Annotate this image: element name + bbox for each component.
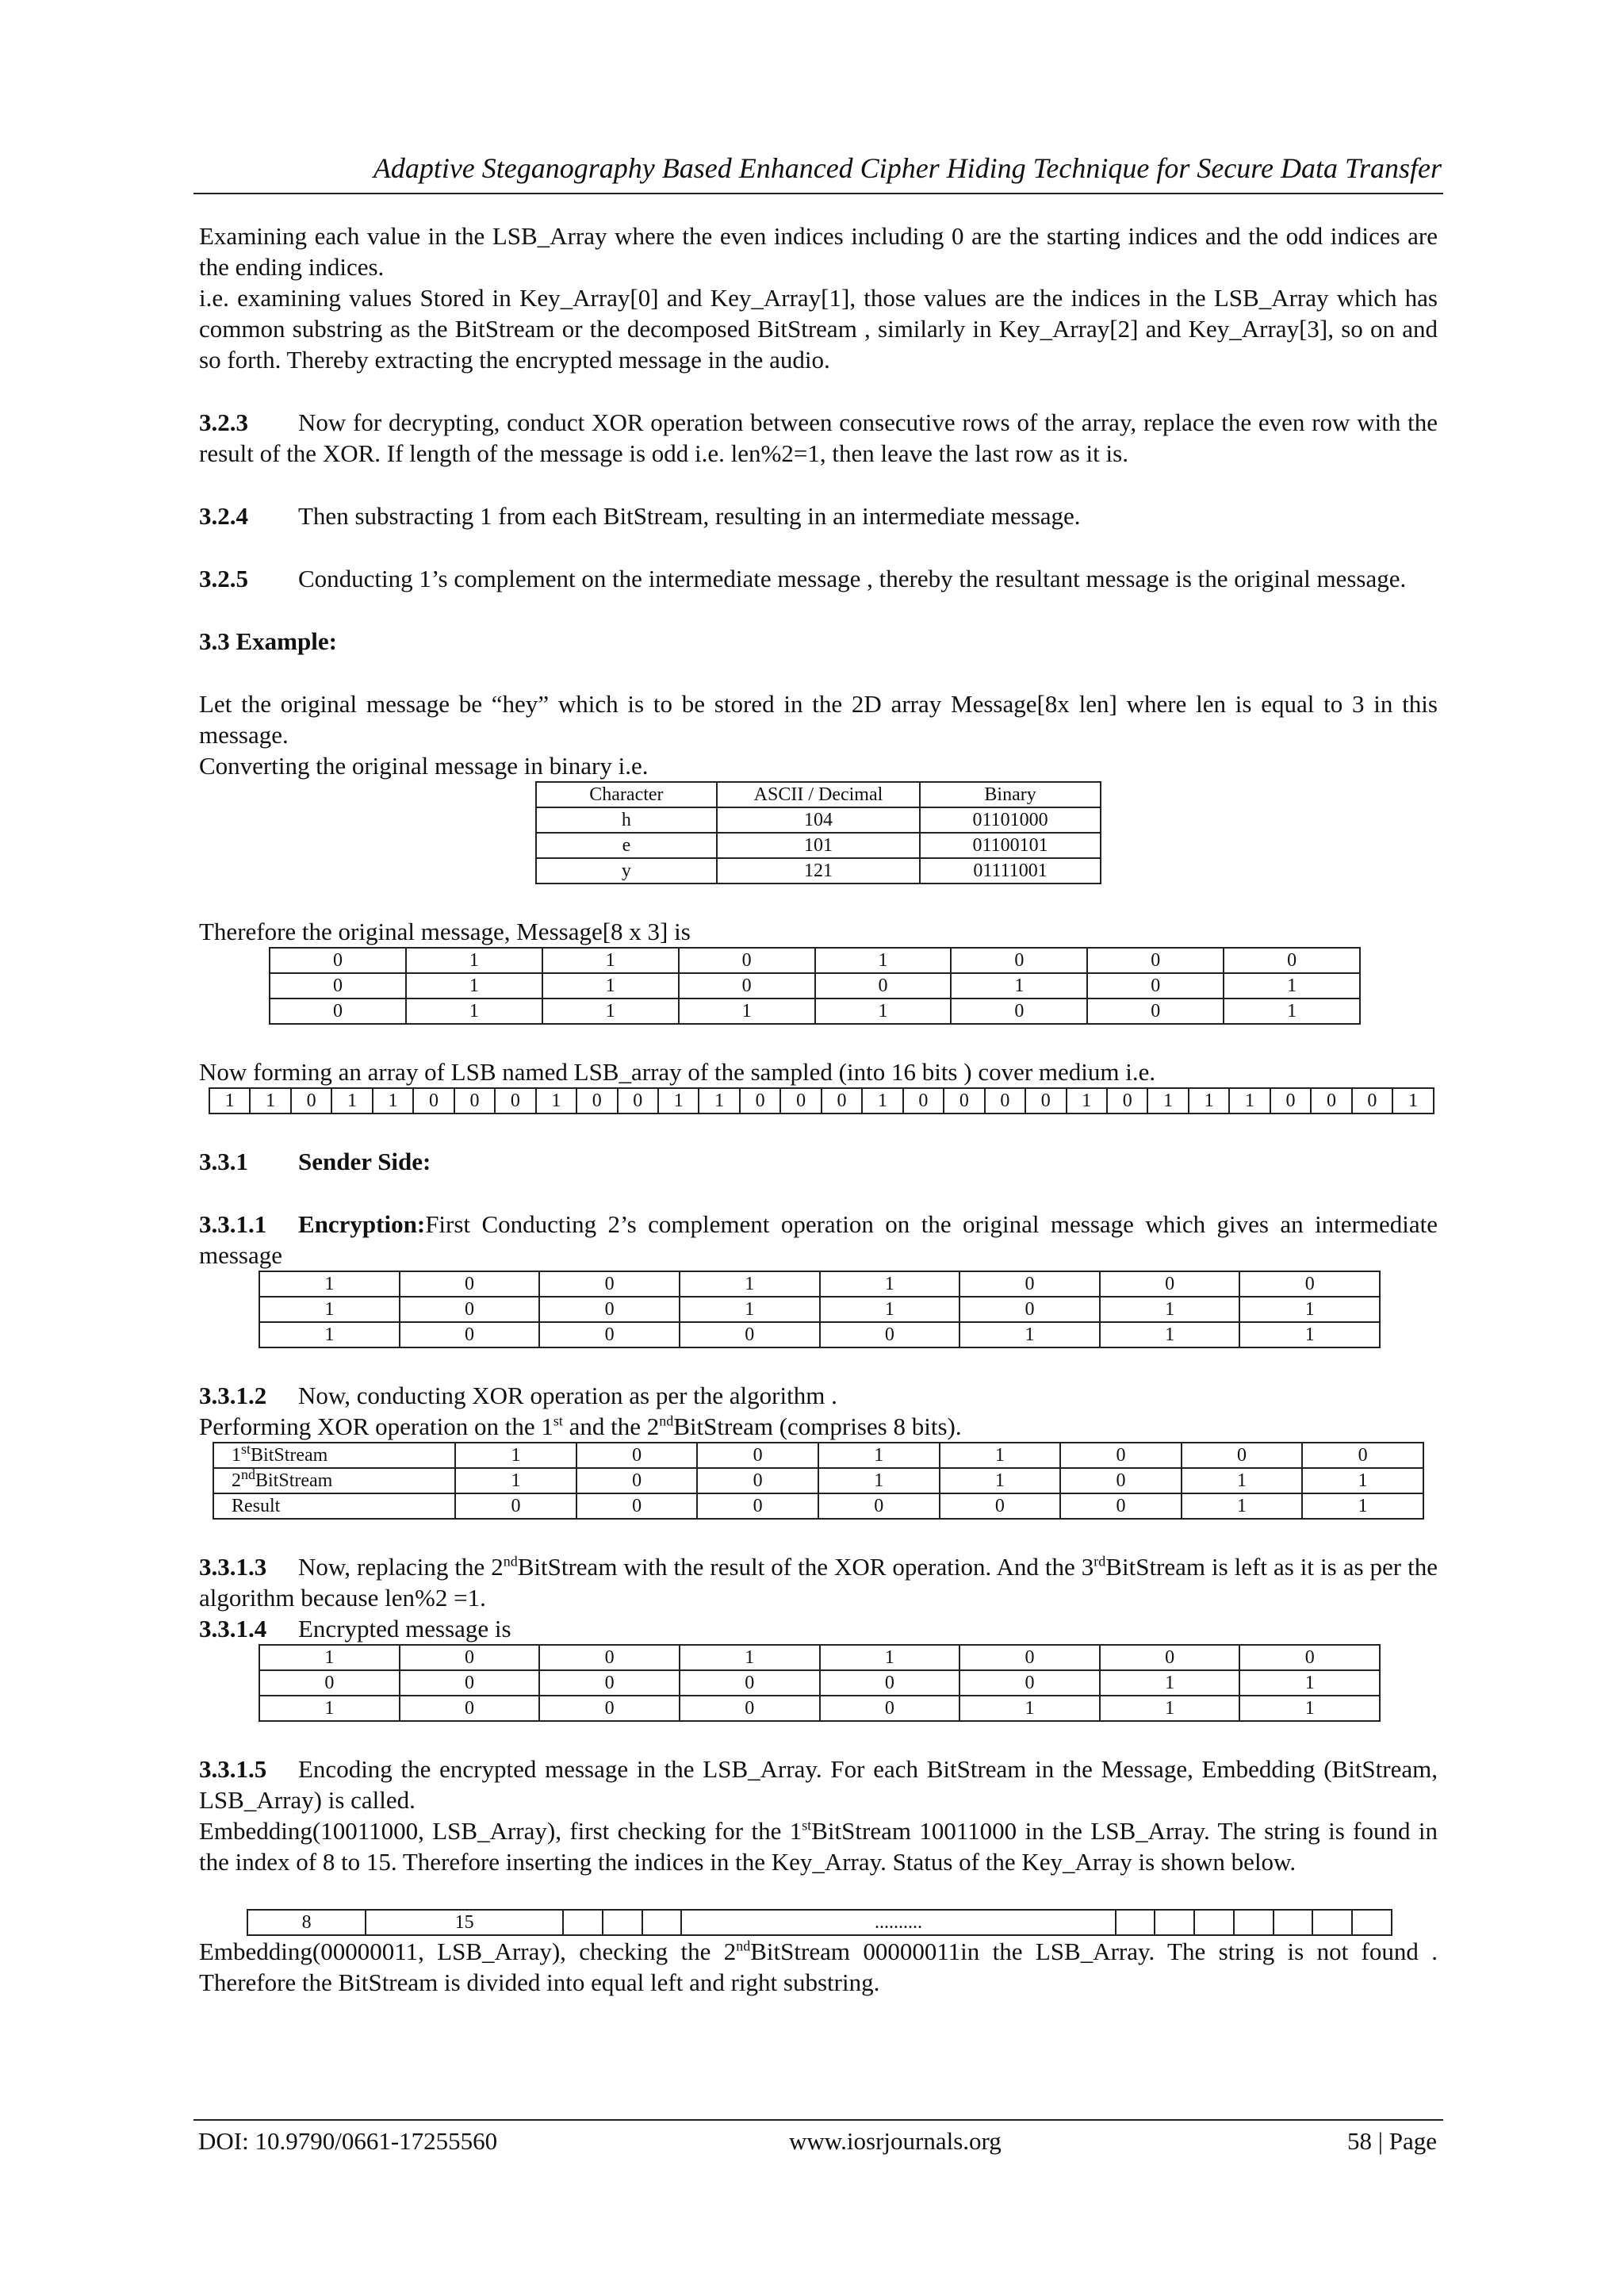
table-row bbox=[270, 999, 1360, 1024]
bit-cell: 0 bbox=[697, 1493, 818, 1519]
bit-cell: 0 bbox=[1224, 948, 1360, 973]
bit-cell: 0 bbox=[259, 1670, 400, 1696]
step-text: Then substracting 1 from each BitStream, resulting in an intermediate message. bbox=[298, 502, 1081, 530]
bit-cell: 1 bbox=[820, 1271, 960, 1297]
table-row bbox=[209, 1088, 1434, 1114]
row-label bbox=[213, 1493, 455, 1519]
row-label bbox=[213, 1468, 455, 1493]
encryption-title: Encryption: bbox=[298, 1210, 426, 1238]
bit-cell: 1 bbox=[1100, 1696, 1240, 1721]
bit-cell: 0 bbox=[680, 1322, 820, 1347]
key-array-cell bbox=[563, 1910, 603, 1935]
embedding-2-text: BitStream 00000011in the LSB_Array. The string is not found . Therefore the BitStream is divided into equal left and right substring. bbox=[199, 1938, 1438, 1996]
lsb-bit-cell: 0 bbox=[944, 1088, 984, 1114]
bit-cell: 1 bbox=[455, 1443, 576, 1468]
bit-cell: 0 bbox=[455, 1493, 576, 1519]
key-array-cell: .......... bbox=[681, 1910, 1115, 1935]
bit-cell: 0 bbox=[818, 1493, 940, 1519]
bit-cell: 1 bbox=[1302, 1468, 1423, 1493]
bit-cell: 0 bbox=[680, 1696, 820, 1721]
example-heading-text: 3.3 Example: bbox=[199, 627, 337, 655]
bit-cell: 0 bbox=[959, 1297, 1100, 1322]
ascii-cell: 121 bbox=[717, 858, 920, 884]
bit-cell: 0 bbox=[820, 1670, 960, 1696]
bit-cell: 0 bbox=[680, 1670, 820, 1696]
bit-cell: 1 bbox=[680, 1645, 820, 1670]
bit-cell: 1 bbox=[1224, 999, 1360, 1024]
ascii-cell: y bbox=[536, 858, 717, 884]
bit-cell: 1 bbox=[406, 973, 542, 999]
table-row bbox=[247, 1910, 1392, 1935]
bit-cell: 1 bbox=[679, 999, 815, 1024]
bit-cell: 0 bbox=[697, 1443, 818, 1468]
bit-cell: 0 bbox=[1060, 1493, 1182, 1519]
ordinal-suffix: nd bbox=[241, 1466, 255, 1482]
embedding-2-text: Embedding(00000011, LSB_Array), checking the 2 bbox=[199, 1938, 737, 1965]
table-row bbox=[536, 807, 1101, 833]
footer-website: www.iosrjournals.org bbox=[789, 2127, 1002, 2155]
encoding-paragraph-2 bbox=[199, 1815, 1438, 1877]
bit-cell: 0 bbox=[815, 973, 952, 999]
lsb-bit-cell: 1 bbox=[536, 1088, 576, 1114]
lsb-bit-cell: 0 bbox=[1352, 1088, 1392, 1114]
encrypted-text: Encrypted message is bbox=[298, 1615, 511, 1642]
footer-doi: DOI: 10.9790/0661-17255560 bbox=[198, 2127, 498, 2155]
key-array-cell bbox=[642, 1910, 682, 1935]
table-row bbox=[213, 1443, 1423, 1468]
xor-table bbox=[213, 1442, 1424, 1520]
encoding-text: Embedding(10011000, LSB_Array), first checking for the 1 bbox=[199, 1817, 802, 1845]
ascii-cell: h bbox=[536, 807, 717, 833]
bit-cell: 0 bbox=[400, 1670, 540, 1696]
encryption-text: First Conducting 2’s complement operation on the original message which gives an intermediate message bbox=[199, 1210, 1438, 1269]
bit-cell: 0 bbox=[270, 948, 406, 973]
bit-cell: 1 bbox=[1239, 1322, 1380, 1347]
bit-cell: 0 bbox=[1100, 1645, 1240, 1670]
sender-side-heading bbox=[199, 1146, 1438, 1177]
ascii-table bbox=[535, 781, 1101, 884]
bit-cell: 0 bbox=[951, 948, 1087, 973]
ordinal-suffix: st bbox=[553, 1412, 563, 1429]
table-row bbox=[259, 1696, 1380, 1721]
lsb-bit-cell: 1 bbox=[209, 1088, 250, 1114]
bit-cell: 0 bbox=[959, 1670, 1100, 1696]
bit-cell: 1 bbox=[406, 999, 542, 1024]
xor-line-1: Now, conducting XOR operation as per the algorithm . bbox=[298, 1382, 837, 1409]
table-row bbox=[213, 1493, 1423, 1519]
bit-cell: 0 bbox=[1060, 1443, 1182, 1468]
step-number: 3.2.4 bbox=[199, 502, 248, 530]
bit-cell: 1 bbox=[1182, 1493, 1303, 1519]
lsb-bit-cell: 0 bbox=[1107, 1088, 1147, 1114]
xor-paragraph-2 bbox=[199, 1411, 1438, 1442]
encryption-paragraph bbox=[199, 1209, 1438, 1271]
bit-cell: 1 bbox=[1239, 1297, 1380, 1322]
lsb-bit-cell: 0 bbox=[985, 1088, 1025, 1114]
table-row bbox=[259, 1297, 1380, 1322]
lsb-bit-cell: 1 bbox=[1147, 1088, 1188, 1114]
ascii-header-cell: Character bbox=[536, 782, 717, 807]
bit-cell: 0 bbox=[400, 1322, 540, 1347]
table-row bbox=[270, 948, 1360, 973]
ascii-cell: 01100101 bbox=[920, 833, 1101, 858]
lsb-array-table bbox=[209, 1087, 1434, 1114]
bit-cell: 1 bbox=[1100, 1670, 1240, 1696]
bit-cell: 0 bbox=[1239, 1271, 1380, 1297]
lsb-bit-cell: 0 bbox=[740, 1088, 780, 1114]
bit-cell: 1 bbox=[455, 1468, 576, 1493]
replace-paragraph bbox=[199, 1551, 1438, 1613]
lsb-bit-cell: 1 bbox=[331, 1088, 372, 1114]
bit-cell: 1 bbox=[680, 1297, 820, 1322]
bit-cell: 1 bbox=[1239, 1696, 1380, 1721]
bit-cell: 0 bbox=[679, 973, 815, 999]
lsb-bit-cell: 0 bbox=[618, 1088, 658, 1114]
bit-cell: 1 bbox=[680, 1271, 820, 1297]
ascii-cell: 101 bbox=[717, 833, 920, 858]
key-array-table bbox=[247, 1909, 1392, 1936]
section-number: 3.3.1.4 bbox=[199, 1615, 267, 1642]
lsb-bit-cell: 0 bbox=[495, 1088, 535, 1114]
lsb-bit-cell: 0 bbox=[1025, 1088, 1066, 1114]
bit-cell: 1 bbox=[1100, 1322, 1240, 1347]
section-number: 3.3.1.1 bbox=[199, 1210, 267, 1238]
bit-cell: 0 bbox=[1239, 1645, 1380, 1670]
encrypted-heading bbox=[199, 1613, 1438, 1644]
key-array-cell: 15 bbox=[366, 1910, 563, 1935]
example-paragraph-2: Converting the original message in binary i.e. bbox=[199, 752, 649, 780]
row-label-text: 2 bbox=[232, 1470, 241, 1491]
xor-line-2-text: BitStream (comprises 8 bits). bbox=[673, 1412, 962, 1440]
bit-cell: 1 bbox=[815, 999, 952, 1024]
section-number: 3.3.1.5 bbox=[199, 1755, 267, 1783]
bit-cell: 1 bbox=[940, 1443, 1061, 1468]
ordinal-suffix: nd bbox=[503, 1553, 518, 1570]
table-row bbox=[536, 858, 1101, 884]
step-text: Now for decrypting, conduct XOR operation between consecutive rows of the array, replace the even row with the result of the XOR. If length of the message is odd i.e. len%2=1, then leave the last row as it is. bbox=[199, 408, 1438, 467]
key-array-cell bbox=[1116, 1910, 1155, 1935]
step-3-2-3 bbox=[199, 407, 1438, 469]
lsb-bit-cell: 1 bbox=[862, 1088, 902, 1114]
header-rule bbox=[193, 193, 1443, 194]
bit-cell: 1 bbox=[820, 1297, 960, 1322]
row-label-text: 1 bbox=[232, 1445, 241, 1466]
bit-cell: 0 bbox=[539, 1670, 680, 1696]
bit-cell: 0 bbox=[1182, 1443, 1303, 1468]
lsb-caption: Now forming an array of LSB named LSB_array of the sampled (into 16 bits ) cover medium i.e. bbox=[199, 1058, 1156, 1086]
bit-cell: 0 bbox=[959, 1645, 1100, 1670]
bit-cell: 1 bbox=[1302, 1493, 1423, 1519]
intro-paragraph-1: Examining each value in the LSB_Array where the even indices including 0 are the starting indices and the odd indices are the ending indices. bbox=[199, 222, 1438, 281]
bit-cell: 1 bbox=[259, 1297, 400, 1322]
running-title: Adaptive Steganography Based Enhanced Cipher Hiding Technique for Secure Data Transfer bbox=[373, 152, 1442, 184]
bit-cell: 1 bbox=[940, 1468, 1061, 1493]
bit-cell: 0 bbox=[576, 1468, 698, 1493]
lsb-bit-cell: 0 bbox=[454, 1088, 495, 1114]
step-number: 3.2.3 bbox=[199, 408, 248, 436]
bit-cell: 1 bbox=[542, 999, 679, 1024]
key-array-cell bbox=[1155, 1910, 1194, 1935]
ordinal-suffix: nd bbox=[659, 1412, 674, 1429]
lsb-bit-cell: 0 bbox=[903, 1088, 944, 1114]
bit-cell: 0 bbox=[400, 1645, 540, 1670]
bit-cell: 1 bbox=[959, 1696, 1100, 1721]
bit-cell: 1 bbox=[542, 948, 679, 973]
lsb-bit-cell: 0 bbox=[1270, 1088, 1311, 1114]
bit-cell: 1 bbox=[406, 948, 542, 973]
bit-cell: 0 bbox=[940, 1493, 1061, 1519]
replace-text: BitStream with the result of the XOR operation. And the 3 bbox=[517, 1553, 1094, 1581]
lsb-bit-cell: 1 bbox=[1067, 1088, 1107, 1114]
embedding-2-paragraph bbox=[199, 1936, 1438, 1998]
section-number: 3.3.1.3 bbox=[199, 1553, 267, 1581]
original-message-table bbox=[269, 947, 1361, 1025]
table-row bbox=[213, 1468, 1423, 1493]
intro-paragraph-2: i.e. examining values Stored in Key_Array[0] and Key_Array[1], those values are the indices in the LSB_Array which has common substring as the BitStream or the decomposed BitStream , similarly in Key_Array[2] and Key_Array[3], so on and so forth. Thereby extracting the encrypted message in the audio. bbox=[199, 284, 1438, 374]
xor-line-2-text: Performing XOR operation on the 1 bbox=[199, 1412, 553, 1440]
section-number: 3.3.1.2 bbox=[199, 1382, 267, 1409]
bit-cell: 1 bbox=[818, 1443, 940, 1468]
lsb-bit-cell: 1 bbox=[250, 1088, 290, 1114]
bit-cell: 1 bbox=[951, 973, 1087, 999]
bit-cell: 0 bbox=[576, 1443, 698, 1468]
bit-cell: 0 bbox=[820, 1696, 960, 1721]
encoding-text: BitStream 10011000 in the LSB_Array. The string is found in the index of 8 to 15. Therefore inserting the indices in the Key_Array. Status of the Key_Array is shown below. bbox=[199, 1817, 1438, 1876]
section-number: 3.3.1 bbox=[199, 1148, 248, 1175]
example-paragraph-1: Let the original message be “hey” which is to be stored in the 2D array Message[8x len] where len is equal to 3 in this message. bbox=[199, 690, 1438, 749]
page-body bbox=[199, 220, 1438, 1998]
bit-cell: 0 bbox=[697, 1468, 818, 1493]
key-array-cell bbox=[1352, 1910, 1392, 1935]
bit-cell: 1 bbox=[259, 1271, 400, 1297]
lsb-bit-cell: 0 bbox=[576, 1088, 617, 1114]
bit-cell: 1 bbox=[259, 1645, 400, 1670]
ascii-cell: e bbox=[536, 833, 717, 858]
table-row bbox=[259, 1322, 1380, 1347]
bit-cell: 0 bbox=[400, 1297, 540, 1322]
row-label bbox=[213, 1443, 455, 1468]
bit-cell: 0 bbox=[400, 1696, 540, 1721]
ordinal-suffix: rd bbox=[1094, 1553, 1106, 1570]
key-array-cell: 8 bbox=[247, 1910, 366, 1935]
bit-cell: 0 bbox=[1060, 1468, 1182, 1493]
key-array-cell bbox=[1234, 1910, 1274, 1935]
bit-cell: 1 bbox=[1239, 1670, 1380, 1696]
bit-cell: 0 bbox=[1302, 1443, 1423, 1468]
table-row bbox=[536, 833, 1101, 858]
lsb-bit-cell: 1 bbox=[658, 1088, 699, 1114]
key-array-cell bbox=[1312, 1910, 1352, 1935]
bit-cell: 0 bbox=[959, 1271, 1100, 1297]
bit-cell: 1 bbox=[1224, 973, 1360, 999]
ascii-cell: 01111001 bbox=[920, 858, 1101, 884]
lsb-bit-cell: 0 bbox=[291, 1088, 331, 1114]
bit-cell: 1 bbox=[818, 1468, 940, 1493]
lsb-bit-cell: 1 bbox=[1229, 1088, 1270, 1114]
key-array-cell bbox=[1274, 1910, 1313, 1935]
bit-cell: 1 bbox=[820, 1645, 960, 1670]
bit-cell: 1 bbox=[1182, 1468, 1303, 1493]
bit-cell: 1 bbox=[1100, 1297, 1240, 1322]
replace-text: BitStream is left as it is as per the algorithm because len%2 =1. bbox=[199, 1553, 1438, 1612]
bit-cell: 0 bbox=[679, 948, 815, 973]
table-row bbox=[259, 1271, 1380, 1297]
bit-cell: 0 bbox=[1087, 948, 1224, 973]
bit-cell: 0 bbox=[539, 1297, 680, 1322]
ascii-header-cell: Binary bbox=[920, 782, 1101, 807]
bit-cell: 0 bbox=[539, 1271, 680, 1297]
xor-paragraph-1 bbox=[199, 1380, 1438, 1411]
encoding-paragraph-1 bbox=[199, 1754, 1438, 1815]
bit-cell: 0 bbox=[539, 1322, 680, 1347]
bit-cell: 1 bbox=[259, 1696, 400, 1721]
step-text: Conducting 1’s complement on the intermediate message , thereby the resultant message is the original message. bbox=[298, 565, 1407, 592]
lsb-bit-cell: 0 bbox=[1311, 1088, 1351, 1114]
ordinal-suffix: nd bbox=[736, 1938, 751, 1954]
replace-text: Now, replacing the 2 bbox=[298, 1553, 504, 1581]
original-message-caption: Therefore the original message, Message[8 x 3] is bbox=[199, 918, 691, 945]
bit-cell: 0 bbox=[400, 1271, 540, 1297]
footer-page-number: 58 | Page bbox=[1347, 2127, 1437, 2155]
bit-cell: 0 bbox=[1087, 999, 1224, 1024]
lsb-bit-cell: 0 bbox=[780, 1088, 821, 1114]
bit-cell: 0 bbox=[539, 1645, 680, 1670]
key-array-cell bbox=[603, 1910, 642, 1935]
lsb-bit-cell: 1 bbox=[373, 1088, 413, 1114]
lsb-bit-cell: 1 bbox=[699, 1088, 739, 1114]
ascii-cell: 104 bbox=[717, 807, 920, 833]
intermediate-message-table bbox=[259, 1271, 1381, 1348]
ordinal-suffix: st bbox=[802, 1817, 812, 1834]
bit-cell: 0 bbox=[270, 973, 406, 999]
key-array-cell bbox=[1194, 1910, 1234, 1935]
xor-line-2-text: and the 2 bbox=[562, 1412, 660, 1440]
step-3-2-5 bbox=[199, 563, 1438, 594]
bit-cell: 1 bbox=[542, 973, 679, 999]
step-3-2-4 bbox=[199, 500, 1438, 531]
ascii-cell: 01101000 bbox=[920, 807, 1101, 833]
encoding-text: Encoding the encrypted message in the LSB_Array. For each BitStream in the Message, Embedding (BitStream, LSB_Array) is called. bbox=[199, 1755, 1438, 1814]
ascii-header-cell: ASCII / Decimal bbox=[717, 782, 920, 807]
bit-cell: 1 bbox=[815, 948, 952, 973]
encrypted-message-table bbox=[259, 1644, 1381, 1722]
bit-cell: 0 bbox=[1100, 1271, 1240, 1297]
bit-cell: 0 bbox=[820, 1322, 960, 1347]
footer-rule bbox=[193, 2119, 1443, 2121]
bit-cell: 0 bbox=[576, 1493, 698, 1519]
bit-cell: 0 bbox=[951, 999, 1087, 1024]
ordinal-suffix: st bbox=[241, 1441, 251, 1457]
example-heading bbox=[199, 626, 1438, 657]
lsb-bit-cell: 1 bbox=[1392, 1088, 1434, 1114]
table-row bbox=[259, 1670, 1380, 1696]
table-row bbox=[259, 1645, 1380, 1670]
bit-cell: 0 bbox=[1087, 973, 1224, 999]
bit-cell: 0 bbox=[270, 999, 406, 1024]
bit-cell: 1 bbox=[959, 1322, 1100, 1347]
bit-cell: 1 bbox=[259, 1322, 400, 1347]
section-title: Sender Side: bbox=[298, 1148, 431, 1175]
lsb-bit-cell: 1 bbox=[1189, 1088, 1229, 1114]
table-row bbox=[270, 973, 1360, 999]
row-label-text: BitStream bbox=[255, 1470, 333, 1491]
lsb-bit-cell: 0 bbox=[413, 1088, 454, 1114]
step-number: 3.2.5 bbox=[199, 565, 248, 592]
row-label-text: Result bbox=[232, 1496, 281, 1516]
row-label-text: BitStream bbox=[251, 1445, 328, 1466]
bit-cell: 0 bbox=[539, 1696, 680, 1721]
lsb-bit-cell: 0 bbox=[822, 1088, 862, 1114]
